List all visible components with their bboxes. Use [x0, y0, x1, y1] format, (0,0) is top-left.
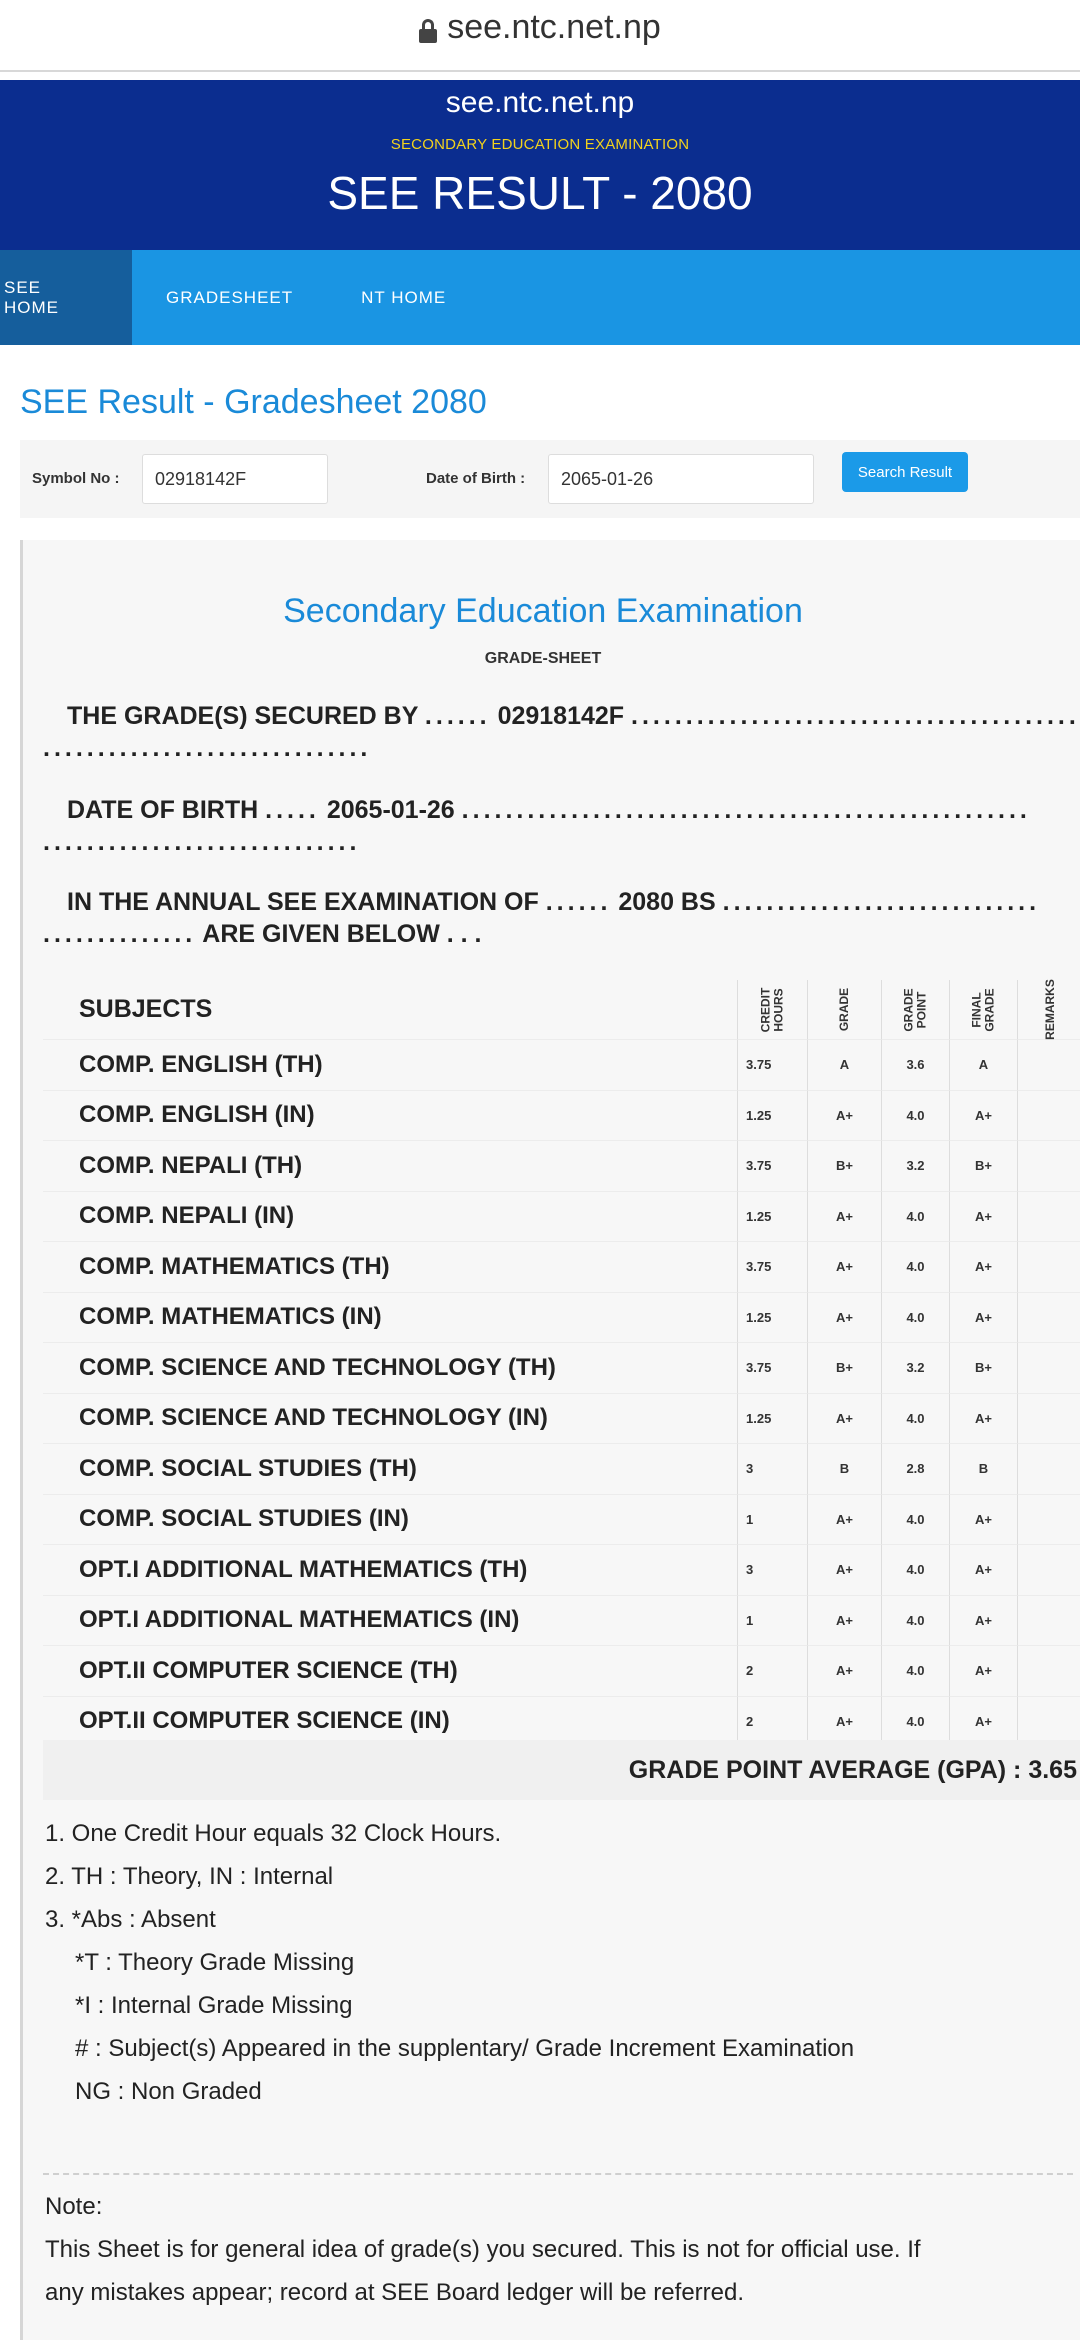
grade-cell: A [807, 1040, 881, 1091]
grade-cell: A+ [807, 1495, 881, 1546]
gpa-summary: GRADE POINT AVERAGE (GPA) : 3.65 [43, 1740, 1080, 1800]
note-item: *T : Theory Grade Missing [75, 1949, 355, 1976]
note-item: 3. *Abs : Absent [45, 1906, 216, 1933]
browser-url-bar[interactable] [0, 0, 1080, 72]
dob-input[interactable]: 2065-01-26 [548, 454, 814, 504]
secured-by-line: THE GRADE(S) SECURED BY ...... 02918142F ......................................... .............................. [43, 702, 1080, 762]
remarks-cell [1017, 1394, 1080, 1445]
exam-line-suffix: ARE GIVEN BELOW . . . [202, 920, 482, 948]
table-row [43, 1596, 1080, 1647]
grade-cell: B+ [807, 1141, 881, 1192]
subject-cell: OPT.I ADDITIONAL MATHEMATICS (TH) [43, 1545, 737, 1596]
subject-cell: COMP. SOCIAL STUDIES (IN) [43, 1495, 737, 1546]
grade-point-cell: 4.0 [881, 1697, 949, 1748]
page-title: SEE Result - Gradesheet 2080 [20, 383, 487, 421]
table-row [43, 1242, 1080, 1293]
grade-point-cell: 4.0 [881, 1091, 949, 1142]
final-grade-cell: A+ [949, 1293, 1017, 1344]
note-heading: Note: [45, 2193, 103, 2220]
table-row [43, 1394, 1080, 1445]
credit-cell: 2 [737, 1646, 807, 1697]
table-row [43, 1192, 1080, 1243]
nav-bar [0, 250, 1080, 345]
credit-cell: 3.75 [737, 1242, 807, 1293]
subject-cell: COMP. MATHEMATICS (TH) [43, 1242, 737, 1293]
remarks-cell [1017, 1545, 1080, 1596]
credit-cell: 3 [737, 1444, 807, 1495]
grade-point-cell: 3.6 [881, 1040, 949, 1091]
secured-by-label: THE GRADE(S) SECURED BY [67, 702, 418, 730]
grade-point-cell: 4.0 [881, 1242, 949, 1293]
final-grade-cell: A [949, 1040, 1017, 1091]
subject-cell: COMP. SCIENCE AND TECHNOLOGY (TH) [43, 1343, 737, 1394]
grade-cell: A+ [807, 1646, 881, 1697]
table-row [43, 1141, 1080, 1192]
grade-cell: A+ [807, 1192, 881, 1243]
subject-cell: OPT.II COMPUTER SCIENCE (TH) [43, 1646, 737, 1697]
final-grade-cell: A+ [949, 1545, 1017, 1596]
grade-point-cell: 4.0 [881, 1545, 949, 1596]
sheet-subtitle: GRADE-SHEET [484, 650, 602, 667]
remarks-cell [1017, 1444, 1080, 1495]
grade-point-cell: 4.0 [881, 1293, 949, 1344]
symbol-label: Symbol No : [32, 470, 120, 487]
table-header-row [43, 980, 1080, 1040]
search-result-button[interactable]: Search Result [842, 452, 968, 492]
dob-line-value: 2065-01-26 [326, 796, 455, 824]
exam-line: IN THE ANNUAL SEE EXAMINATION OF ...... 2080 BS ............................. .............. ARE GIVEN BELOW . . . [43, 888, 1041, 948]
table-row [43, 1444, 1080, 1495]
table-row [43, 1040, 1080, 1091]
grade-cell: A+ [807, 1091, 881, 1142]
note-item: 2. TH : Theory, IN : Internal [45, 1863, 334, 1890]
nav-gradesheet[interactable]: GRADESHEET [166, 287, 294, 307]
grade-cell: B [807, 1444, 881, 1495]
grade-point-cell: 3.2 [881, 1343, 949, 1394]
note-text: This Sheet is for general idea of grade(s) you secured. This is not for official use. If [45, 2236, 921, 2263]
final-grade-cell: B+ [949, 1141, 1017, 1192]
final-grade-cell: A+ [949, 1646, 1017, 1697]
note-item: # : Subject(s) Appeared in the supplentary/ Grade Increment Examination [75, 2035, 855, 2062]
header-subjects: SUBJECTS [43, 980, 737, 1040]
grade-point-cell: 4.0 [881, 1646, 949, 1697]
site-domain: see.ntc.net.np [445, 86, 635, 119]
credit-cell: 1 [737, 1495, 807, 1546]
exam-name: SECONDARY EDUCATION EXAMINATION [390, 136, 690, 153]
header-remarks: REMARKS [1017, 980, 1080, 1040]
secured-by-symbol: 02918142F [497, 702, 625, 730]
grade-point-cell: 4.0 [881, 1192, 949, 1243]
grade-point-cell: 4.0 [881, 1596, 949, 1647]
grade-cell: A+ [807, 1242, 881, 1293]
note-item: *I : Internal Grade Missing [75, 1992, 353, 2019]
table-row [43, 1646, 1080, 1697]
final-grade-cell: B+ [949, 1343, 1017, 1394]
dob-line-label: DATE OF BIRTH [67, 796, 259, 824]
final-grade-cell: A+ [949, 1091, 1017, 1142]
nav-see-home[interactable]: SEE HOME [0, 250, 132, 345]
credit-cell: 3.75 [737, 1141, 807, 1192]
gradesheet [20, 540, 1080, 2340]
subject-cell: COMP. SCIENCE AND TECHNOLOGY (IN) [43, 1394, 737, 1445]
final-grade-cell: A+ [949, 1192, 1017, 1243]
credit-cell: 2 [737, 1697, 807, 1748]
credit-cell: 1.25 [737, 1091, 807, 1142]
header-final-grade: FINAL GRADE [949, 980, 1017, 1040]
subject-cell: COMP. NEPALI (TH) [43, 1141, 737, 1192]
dob-line: DATE OF BIRTH ..... 2065-01-26 .................................................... ............................. [43, 796, 1031, 856]
grade-cell: A+ [807, 1293, 881, 1344]
subject-cell: OPT.II COMPUTER SCIENCE (IN) [43, 1697, 737, 1748]
remarks-cell [1017, 1091, 1080, 1142]
header-grade: GRADE [807, 980, 881, 1040]
remarks-cell [1017, 1293, 1080, 1344]
divider [43, 2173, 1073, 2175]
final-grade-cell: A+ [949, 1242, 1017, 1293]
header-grade-point: GRADE POINT [881, 980, 949, 1040]
final-grade-cell: A+ [949, 1495, 1017, 1546]
credit-cell: 3 [737, 1545, 807, 1596]
final-grade-cell: A+ [949, 1596, 1017, 1647]
remarks-cell [1017, 1646, 1080, 1697]
exam-line-label: IN THE ANNUAL SEE EXAMINATION OF [67, 888, 539, 916]
final-grade-cell: A+ [949, 1394, 1017, 1445]
header-credit-hours: CREDIT HOURS [737, 980, 807, 1040]
final-grade-cell: B [949, 1444, 1017, 1495]
remarks-cell [1017, 1040, 1080, 1091]
table-row [43, 1343, 1080, 1394]
credit-cell: 1 [737, 1596, 807, 1647]
note-item: 1. One Credit Hour equals 32 Clock Hours. [45, 1820, 502, 1847]
disclaimer [45, 2185, 1075, 2314]
dob-label: Date of Birth : [426, 470, 526, 487]
credit-cell: 3.75 [737, 1343, 807, 1394]
site-header [0, 80, 1080, 250]
exam-line-year: 2080 BS [618, 888, 716, 916]
credit-cell: 1.25 [737, 1192, 807, 1243]
grade-point-cell: 4.0 [881, 1495, 949, 1546]
grade-point-cell: 2.8 [881, 1444, 949, 1495]
subject-cell: COMP. NEPALI (IN) [43, 1192, 737, 1243]
sheet-title: Secondary Education Examination [283, 592, 803, 630]
credit-cell: 1.25 [737, 1293, 807, 1344]
note-item: NG : Non Graded [75, 2078, 262, 2105]
grade-point-cell: 3.2 [881, 1141, 949, 1192]
subject-cell: COMP. SOCIAL STUDIES (TH) [43, 1444, 737, 1495]
credit-cell: 1.25 [737, 1394, 807, 1445]
grade-cell: A+ [807, 1697, 881, 1748]
grade-cell: A+ [807, 1596, 881, 1647]
credit-cell: 3.75 [737, 1040, 807, 1091]
lock-icon [419, 19, 437, 43]
legend-notes [45, 1812, 1075, 2113]
remarks-cell [1017, 1141, 1080, 1192]
subject-cell: COMP. MATHEMATICS (IN) [43, 1293, 737, 1344]
final-grade-cell: A+ [949, 1697, 1017, 1748]
remarks-cell [1017, 1192, 1080, 1243]
grade-cell: A+ [807, 1394, 881, 1445]
remarks-cell [1017, 1596, 1080, 1647]
nav-nt-home[interactable]: NT HOME [361, 287, 447, 307]
subject-cell: COMP. ENGLISH (TH) [43, 1040, 737, 1091]
subject-cell: OPT.I ADDITIONAL MATHEMATICS (IN) [43, 1596, 737, 1647]
note-text: any mistakes appear; record at SEE Board ledger will be referred. [45, 2279, 745, 2306]
table-row [43, 1293, 1080, 1344]
site-title: SEE RESULT - 2080 [327, 167, 753, 219]
search-form [20, 440, 1080, 518]
remarks-cell [1017, 1242, 1080, 1293]
remarks-cell [1017, 1343, 1080, 1394]
grade-point-cell: 4.0 [881, 1394, 949, 1445]
grades-table [43, 980, 1080, 1747]
grade-cell: A+ [807, 1545, 881, 1596]
table-row [43, 1545, 1080, 1596]
grade-cell: B+ [807, 1343, 881, 1394]
symbol-input[interactable]: 02918142F [142, 454, 328, 504]
subject-cell: COMP. ENGLISH (IN) [43, 1091, 737, 1142]
table-row [43, 1091, 1080, 1142]
table-row [43, 1495, 1080, 1546]
url-text[interactable]: see.ntc.net.np [447, 7, 661, 46]
remarks-cell [1017, 1495, 1080, 1546]
